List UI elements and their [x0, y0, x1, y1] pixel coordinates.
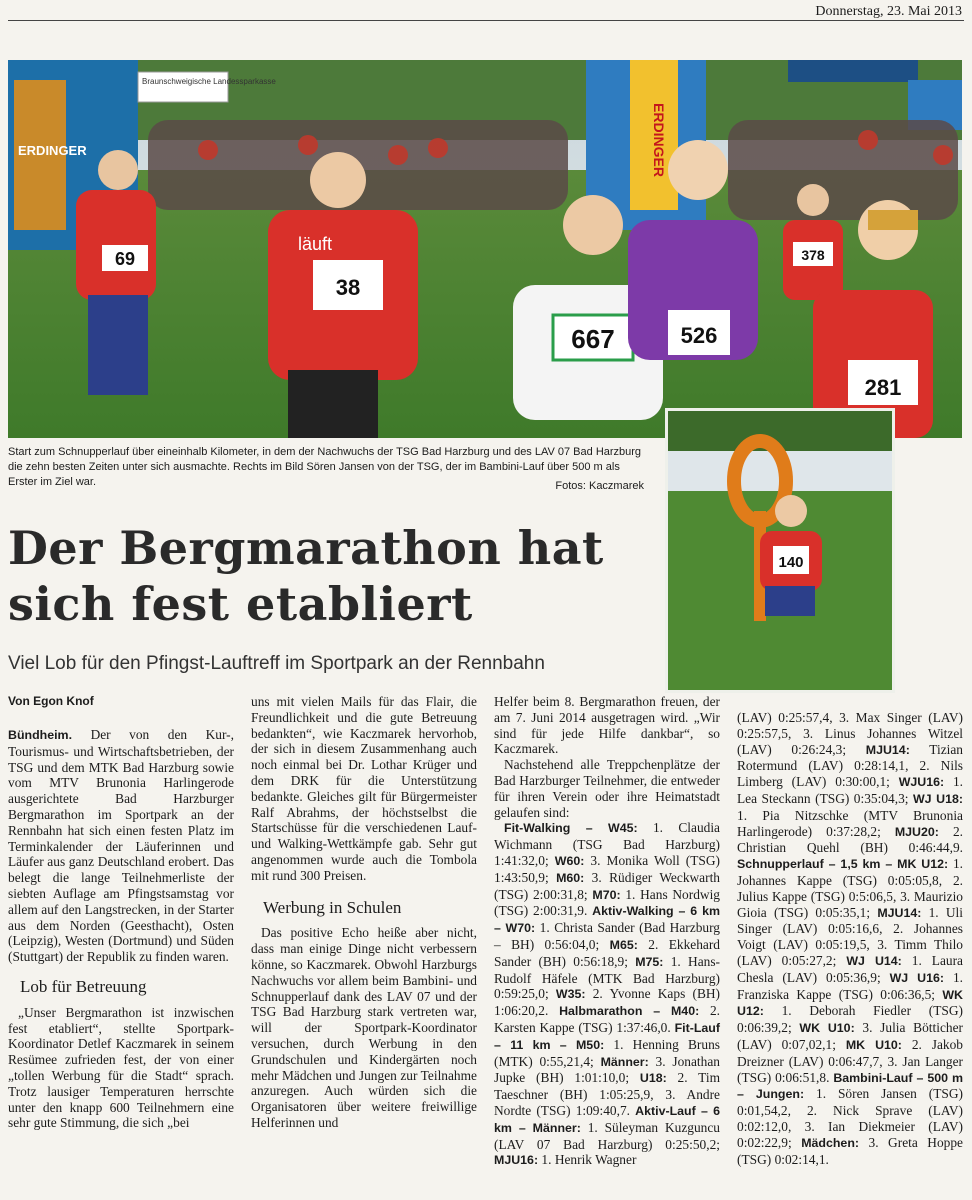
paragraph: uns mit vielen Mails für das Flair, die Freundlichkeit und die gute Betreuung bedankten“, wie Kaczmarek hervorhob, der sich in diesem Zusammenhang auch noch einmal bei Dr. Lothar Krüger und dem DRK für die Unterstützung bedankte. Gleiches gilt für Bürgermeister Ralf Abrahms, der höchstselbst die Startschüsse für die verschiedenen Lauf- und Walking-Wettkämpfe gab. Sehr gut angenommen wurde auch die Tombola mit rund 300 Preisen.	[251, 694, 477, 883]
column-1	[8, 727, 234, 1131]
category-label: WK U12:	[737, 987, 963, 1019]
category-label: Aktiv-Lauf – 6 km – Männer:	[494, 1103, 720, 1135]
paragraph: Das positive Echo heiße aber nicht, dass man einige Dinge nicht verbessern könne, so Kaczmarek. Obwohl Harzburgs Nachwuchs vor allem beim Bambini- und Schnupperlauf dank des LAV 07 und der TSG Bad Harzburg stark vertreten war, will der Sportpark-Koordinator versuchen, durch Werbung in den Grundschulen und Kindergärten noch mehr Mädchen und Jungen zur Teilnahme anzuregen. Auch würden sich die Organisatoren über weitere freiwillige Helferinnen und	[251, 925, 477, 1130]
sparkasse-sign: Braunschweigische Landessparkasse	[142, 77, 276, 86]
category-label: M60:	[556, 870, 585, 885]
category-label: U18:	[639, 1071, 667, 1086]
dateline: Bündheim.	[8, 728, 73, 742]
bib-281: 281	[864, 375, 902, 400]
result-text: 2. Jakob Dreizner (LAV) 0:06:47,7, 3. Jan Langer (TSG) 0:06:51,8.	[737, 1036, 964, 1085]
result-text: 1. Christa Sander (Bad Harzburg – BH) 0:56:04,0;	[494, 920, 721, 952]
category-label: Halbmarathon – M40:	[559, 1004, 700, 1019]
category-label: WJU16:	[898, 775, 945, 790]
result-text: 1. Claudia Wichmann (TSG Bad Harzburg) 1:41:32,0;	[494, 820, 721, 868]
byline: Von Egon Knof	[8, 694, 94, 708]
result-text: 3. Greta Hoppe (TSG) 0:02:14,1.	[737, 1134, 963, 1167]
category-label: Mädchen:	[801, 1135, 860, 1150]
category-label: MK U10:	[845, 1037, 902, 1052]
column-4	[737, 710, 963, 1167]
photo-caption: Start zum Schnupperlauf über eineinhalb Kilometer, in dem der Nachwuchs der TSG Bad Harzburg und des LAV 07 Bad Harzburg die zehn besten Zeiten unter sich ausmachte. Rechts im Bild Sören Jansen von der TSG, der im Bambini-Lauf über 500 m als Erster im Ziel war.	[8, 446, 642, 488]
paragraph	[8, 727, 234, 965]
paragraph-text: Der von den Kur-, Tourismus- und Wirtschaftsbetrieben, der TSG und dem MTK Bad Harzburg sowie vom MTV Brunonia Harlingerode ausgerichtete Bad Harzburger Bergmarathon im Sportpark an der Rennbahn hat sich einen festen Platz im Terminkalender der Läuferinnen und Läufer aus ganz Deutschland erobert. Das belegt die lange Teilnehmerliste der siebten Auflage am Pfingstsamstag vor allem auf den Langstrecken, in der Starter aus dem Norden (Geesthacht), Osten (Leipzig), Westen (Dortmund) und Süden (Stuttgart) der Republik zu finden waren.	[8, 727, 234, 965]
result-text: 2. Tim Taeschner (BH) 1:05:25,9, 3. Andre Nordte (TSG) 1:09:40,7.	[494, 1070, 721, 1118]
paragraph: Nachstehend alle Treppchenplätze der Bad Harzburger Teilnehmer, die entweder für ihren Verein oder ihre Heimatstadt gelaufen sind:	[494, 757, 720, 820]
bib-526: 526	[680, 323, 718, 348]
subheading: Lob für Betreuung	[20, 976, 147, 996]
results-list	[494, 820, 720, 1169]
result-text: 1. Henrik Wagner	[538, 1152, 637, 1168]
result-text: 1. Lea Steckann (TSG) 0:35:04,3;	[737, 774, 963, 806]
category-label: WJ U14:	[846, 953, 902, 968]
result-text: 2. Yvonne Kaps (BH) 1:06:20,2.	[494, 986, 721, 1019]
paragraph: Helfer beim 8. Bergmarathon freuen, der am 7. Juni 2014 ausgetragen wird. „Wir sind für jede Hilfe dankbar“, so Kaczmarek.	[494, 694, 720, 757]
result-text: 1. Deborah Fiedler (TSG) 0:06:39,2;	[737, 1003, 963, 1036]
result-text: 1. Sören Jansen (TSG) 0:01,54,2, 2. Nick Sprave (LAV) 0:02:12,0, 3. Ian Diekmeier (LAV) 0:02:22,9;	[737, 1086, 963, 1150]
bib-667: 667	[571, 324, 615, 354]
result-text: 3. Jonathan Jupke (BH) 1:01:10,0;	[494, 1053, 720, 1086]
category-label: MJU16:	[494, 1153, 539, 1168]
category-label: MJU20:	[894, 824, 939, 839]
category-label: M70:	[592, 887, 621, 902]
result-text: 1. Pia Nitzschke (MTV Brunonia Harlingerode) 0:37:28,2;	[737, 807, 963, 839]
subheading: Werbung in Schulen	[263, 897, 402, 917]
shirt-text: läuft	[298, 234, 333, 254]
result-text: 1. Franziska Kappe (TSG) 0:06:36,5;	[737, 969, 963, 1002]
category-label: Bambini-Lauf – 500 m – Jungen:	[737, 1070, 964, 1102]
inset-photo	[665, 408, 895, 693]
result-text: 2. Ekkehard Sander (BH) 0:56:18,9;	[494, 936, 720, 969]
category-label: M75:	[635, 954, 664, 969]
bib-378: 378	[801, 247, 825, 263]
article-subhead: Viel Lob für den Pfingst-Lauftreff im Sportpark an der Rennbahn	[8, 653, 545, 674]
result-text: 1. Süleyman Kuzguncu (LAV 07 Bad Harzburg) 0:25:50,2;	[494, 1119, 720, 1152]
result-text: 1. Uli Singer (LAV) 0:05:16,6, 2. Johannes Voigt (LAV) 0:05:19,5, 3. Timm Thilo (LAV) 0:05:27,2;	[737, 904, 963, 968]
category-label: W60:	[554, 853, 585, 868]
category-label: MJU14:	[865, 742, 910, 757]
category-label: MJU14:	[877, 905, 922, 920]
result-text: 2. Karsten Kappe (TSG) 1:37:46,0.	[494, 1003, 721, 1035]
bib-69: 69	[114, 249, 136, 269]
bambini-runner-photo	[668, 411, 892, 690]
result-text: 3. Rüdiger Weckwarth (TSG) 2:00:31,8;	[494, 869, 720, 902]
result-text: 3. Monika Woll (TSG) 1:43:50,9;	[494, 852, 720, 885]
category-label: W35:	[555, 987, 586, 1002]
category-label: M65:	[609, 937, 638, 952]
category-label: Fit-Walking – W45:	[504, 821, 638, 836]
column-3	[494, 694, 720, 1169]
banner-label-left: ERDINGER	[18, 143, 87, 158]
banner-label-right: ERDINGER	[651, 103, 667, 177]
category-label: WJ U18:	[912, 791, 964, 806]
bib-38: 38	[335, 275, 361, 300]
result-text: (LAV) 0:25:57,4, 3. Max Singer (LAV) 0:25:57,5, 3. Linus Johannes Witzel (LAV) 0:26:24,3;	[737, 710, 963, 757]
category-label: Fit-Lauf – 11 km – M50:	[494, 1020, 720, 1052]
issue-date: Donnerstag, 23. Mai 2013	[815, 4, 962, 19]
paragraph: „Unser Bergmarathon ist inzwischen fest etabliert“, stellte Sportpark-Koordinator Detlef Kaczmarek in seinem Resümee zufrieden fest, der von einer „tollen Werbung für die Stadt“ sprach. Trotz lausiger Temperaturen herrschte unter den knapp 600 Teilnehmern eine sehr gute Stimmung, die sich „bei	[8, 1004, 234, 1131]
category-label: WJ U16:	[889, 970, 945, 985]
photo-credit: Fotos: Kaczmarek	[555, 480, 644, 492]
result-text: 1. Hans Nordwig (TSG) 2:00:31,9.	[494, 886, 720, 919]
result-text: 1. Henning Bruns (MTK) 0:55,21,4;	[494, 1036, 720, 1069]
category-label: WK U10:	[799, 1021, 855, 1036]
bib-140: 140	[778, 554, 804, 571]
main-photo	[8, 60, 962, 438]
results-list	[737, 710, 963, 1167]
category-label: Aktiv-Walking – 6 km – W70:	[494, 904, 721, 936]
result-text: 2. Christian Quehl (BH) 0:46:44,9.	[737, 823, 963, 856]
result-text: 1. Johannes Kappe (TSG) 0:05:05,8, 2. Julius Kappe (TSG) 0:5:06,5, 3. Maurizio Gioia (TSG) 0:05:35,1;	[737, 856, 963, 920]
result-text: 1. Hans-Rudolf Häfele (MTK Bad Harzburg) 0:59:25,0;	[494, 953, 720, 1002]
race-start-photo	[8, 60, 962, 438]
category-label: Schnupperlauf – 1,5 km – MK U12:	[737, 857, 949, 872]
result-text: 3. Julia Bötticher (LAV) 0:07,02,1;	[737, 1020, 963, 1052]
column-2	[251, 694, 477, 1131]
result-text: 1. Laura Chesla (LAV) 0:05:36,9;	[737, 952, 963, 985]
result-text: Tizian Rotermund (LAV) 0:28:14,1, 2. Nils Limberg (LAV) 0:30:00,1;	[737, 741, 963, 790]
category-label: Männer:	[600, 1054, 649, 1069]
header-rule	[8, 20, 964, 21]
article-headline: Der Bergmarathon hat sich fest etabliert	[8, 521, 604, 631]
